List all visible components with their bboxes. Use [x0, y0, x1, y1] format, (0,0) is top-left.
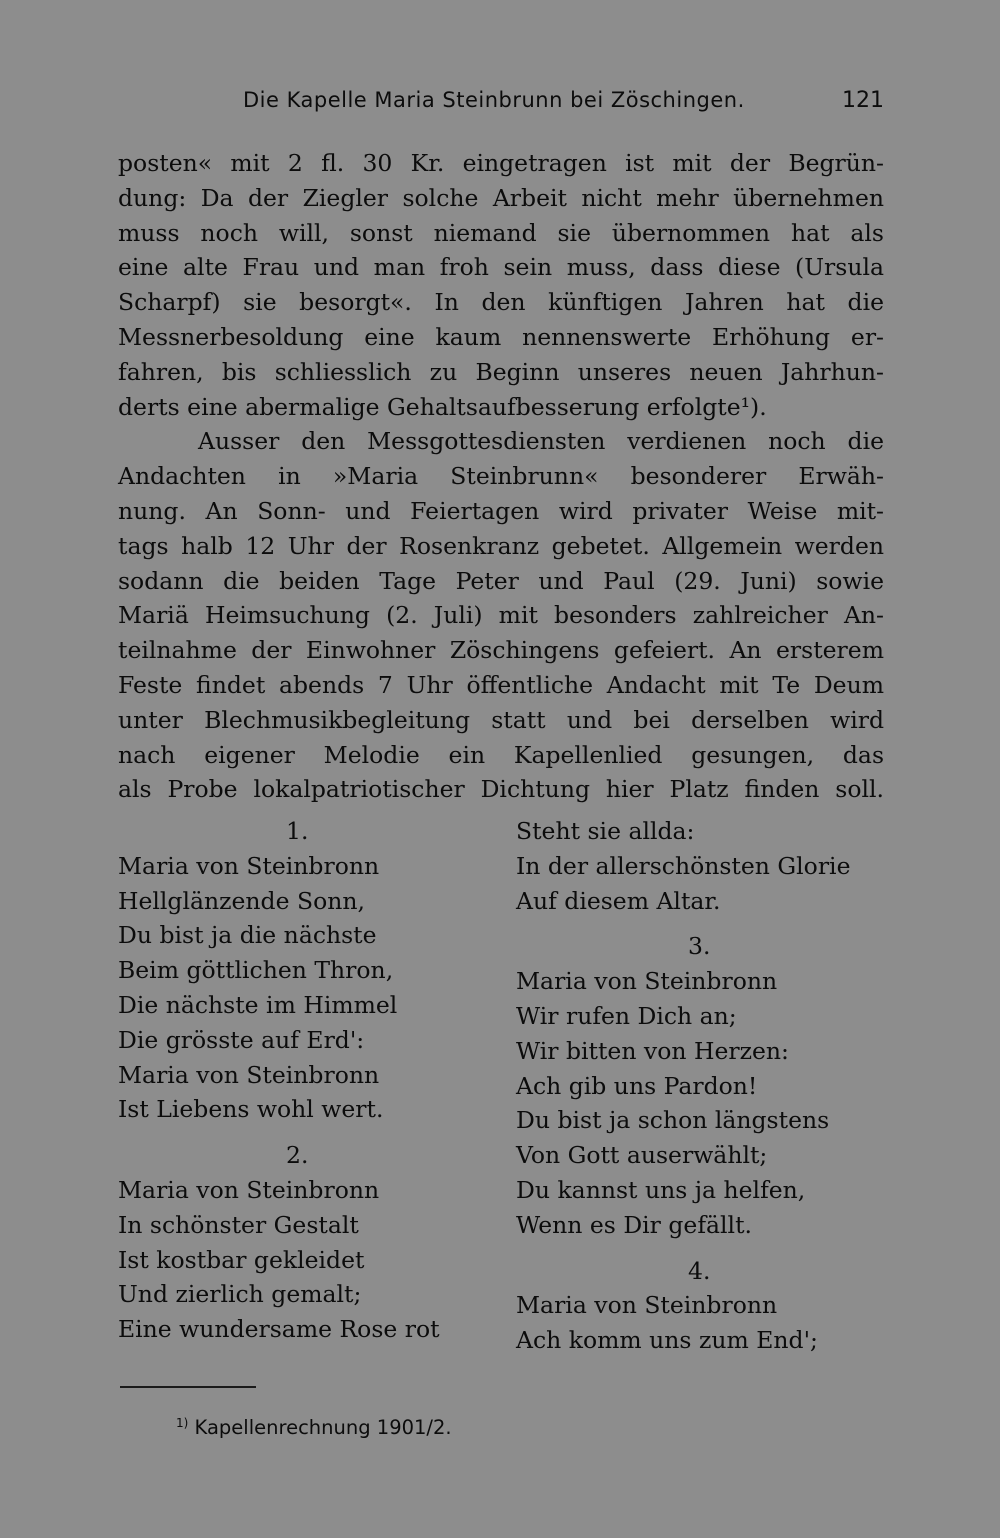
- text-line: unter Blechmusikbegleitung statt und bei derselben wird: [118, 705, 884, 734]
- text-line: teilnahme der Einwohner Zöschingens gefeiert. An ersterem: [118, 636, 884, 665]
- text-line: muss noch will, sonst niemand sie übernommen hat als: [118, 218, 884, 247]
- verse-line: Die nächste im Himmel: [118, 990, 398, 1019]
- verse-line: Du bist ja schon längstens: [516, 1106, 830, 1135]
- verse-line: Ist Liebens wohl wert.: [118, 1095, 384, 1124]
- text-line: Scharpf) sie besorgt«. In den künftigen Jahren hat die: [118, 288, 884, 317]
- page-header: [118, 88, 884, 124]
- text-line: Messnerbesoldung eine kaum nennenswerte Erhöhung er-: [118, 322, 884, 351]
- verse-line: Wir bitten von Herzen:: [516, 1036, 789, 1065]
- poem-left-column: [118, 814, 478, 1347]
- text-line: Mariä Heimsuchung (2. Juli) mit besonders zahlreicher An-: [118, 601, 884, 630]
- verse-line: Maria von Steinbronn: [118, 1060, 380, 1089]
- verse-line: In der allerschönsten Glorie: [516, 851, 851, 880]
- verse-line: Maria von Steinbronn: [516, 967, 778, 996]
- verse-line: Von Gott auserwählt;: [516, 1141, 768, 1170]
- stanza-number: 1.: [286, 817, 309, 845]
- verse-line: In schönster Gestalt: [118, 1210, 359, 1239]
- text-line: tags halb 12 Uhr der Rosenkranz gebetet. Allgemein werden: [118, 531, 884, 560]
- text-line: eine alte Frau und man froh sein muss, dass diese (Ursula: [118, 253, 884, 282]
- stanza-number: 2.: [286, 1141, 309, 1170]
- verse-line: Die grösste auf Erd':: [118, 1025, 365, 1054]
- verse-line: Du bist ja die nächste: [118, 921, 377, 950]
- verse-line: Auf diesem Altar.: [516, 886, 721, 915]
- poem-right-column: [516, 814, 886, 1358]
- text-line: als Probe lokalpatriotischer Dichtung hier Platz finden soll.: [118, 775, 884, 804]
- verse-line: Steht sie allda:: [516, 817, 695, 845]
- verse-line: Wenn es Dir gefällt.: [516, 1210, 752, 1239]
- text-line: Andachten in »Maria Steinbrunn« besonderer Erwäh-: [118, 462, 884, 491]
- text-line: sodann die beiden Tage Peter und Paul (29. Juni) sowie: [118, 566, 884, 595]
- text-line: derts eine abermalige Gehaltsaufbesserung erfolgte¹).: [118, 392, 767, 421]
- body-paragraphs: [118, 146, 884, 807]
- text-line: nung. An Sonn- und Feiertagen wird privater Weise mit-: [118, 496, 884, 525]
- footnote-divider: [120, 1386, 256, 1388]
- footnote-marker: 1): [176, 1416, 189, 1430]
- verse-line: Ach gib uns Pardon!: [516, 1071, 758, 1100]
- verse-line: Maria von Steinbronn: [118, 851, 380, 880]
- verse-line: Eine wundersame Rose rot: [118, 1315, 440, 1344]
- text-line: posten« mit 2 fl. 30 Kr. eingetragen ist mit der Begrün-: [118, 149, 884, 177]
- verse-line: Maria von Steinbronn: [118, 1175, 380, 1204]
- footnote-text: Kapellenrechnung 1901/2.: [194, 1416, 452, 1439]
- running-head: Die Kapelle Maria Steinbrunn bei Zöschingen.: [243, 88, 745, 112]
- stanza-number: 3.: [688, 932, 711, 961]
- verse-line: Wir rufen Dich an;: [516, 1001, 737, 1030]
- verse-line: Und zierlich gemalt;: [118, 1280, 362, 1309]
- text-line: dung: Da der Ziegler solche Arbeit nicht mehr übernehmen: [118, 183, 884, 212]
- stanza-number: 4.: [688, 1256, 711, 1285]
- text-line: nach eigener Melodie ein Kapellenlied gesungen, das: [118, 740, 884, 769]
- verse-line: Beim göttlichen Thron,: [118, 956, 394, 985]
- text-line: Ausser den Messgottesdiensten verdienen noch die: [198, 427, 884, 456]
- verse-line: Ach komm uns zum End';: [516, 1326, 818, 1355]
- text-line: fahren, bis schliesslich zu Beginn unseres neuen Jahrhun-: [118, 357, 884, 386]
- verse-line: Hellglänzende Sonn,: [118, 886, 365, 915]
- verse-line: Maria von Steinbronn: [516, 1291, 778, 1320]
- footnote: [176, 1416, 452, 1439]
- verse-line: Ist kostbar gekleidet: [118, 1245, 365, 1274]
- page-number: 121: [842, 88, 884, 113]
- text-line: Feste findet abends 7 Uhr öffentliche Andacht mit Te Deum: [118, 670, 884, 699]
- verse-line: Du kannst uns ja helfen,: [516, 1175, 806, 1204]
